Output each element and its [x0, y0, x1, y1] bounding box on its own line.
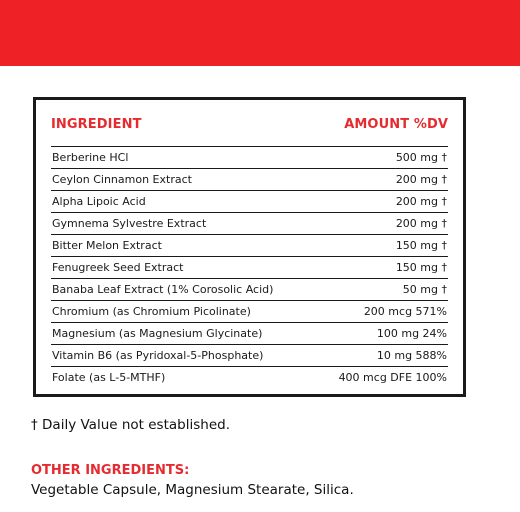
- ingredient-amount: 150 mg †: [395, 239, 447, 252]
- ingredient-name: Ceylon Cinnamon Extract: [52, 173, 192, 186]
- ingredient-amount: 200 mg †: [395, 195, 447, 208]
- table-row: [51, 301, 448, 323]
- ingredient-name: Magnesium (as Magnesium Glycinate): [52, 327, 263, 340]
- table-row: [51, 367, 448, 388]
- table-row: [51, 213, 448, 235]
- ingredient-amount: 100 mg 24%: [376, 327, 447, 340]
- table-row: [51, 191, 448, 213]
- ingredient-name: Alpha Lipoic Acid: [52, 195, 146, 208]
- ingredient-amount: 500 mg †: [395, 151, 447, 164]
- table-row: [51, 235, 448, 257]
- ingredient-name: Fenugreek Seed Extract: [52, 261, 184, 274]
- ingredient-name: Banaba Leaf Extract (1% Corosolic Acid): [52, 283, 274, 296]
- ingredient-name: Folate (as L-5-MTHF): [52, 371, 166, 384]
- facts-rows: [51, 146, 448, 388]
- table-row: [51, 323, 448, 345]
- table-row: [51, 279, 448, 301]
- ingredient-amount: 50 mg †: [402, 283, 447, 296]
- facts-header: [51, 117, 448, 132]
- table-row: [51, 257, 448, 279]
- ingredient-name: Bitter Melon Extract: [52, 239, 162, 252]
- supplement-facts-table: [33, 97, 466, 397]
- ingredient-amount: 200 mg †: [395, 217, 447, 230]
- ingredient-amount: 150 mg †: [395, 261, 447, 274]
- other-ingredients-text: Vegetable Capsule, Magnesium Stearate, Silica.: [31, 482, 354, 498]
- other-ingredients-heading: OTHER INGREDIENTS:: [31, 463, 190, 478]
- table-row: [51, 169, 448, 191]
- amount-column-header: AMOUNT %DV: [344, 117, 448, 132]
- table-row: [51, 147, 448, 169]
- table-row: [51, 345, 448, 367]
- top-banner: [0, 0, 520, 66]
- ingredient-amount: 200 mg †: [395, 173, 447, 186]
- daily-value-footnote: † Daily Value not established.: [31, 417, 230, 433]
- ingredient-name: Chromium (as Chromium Picolinate): [52, 305, 251, 318]
- ingredient-name: Vitamin B6 (as Pyridoxal-5-Phosphate): [52, 349, 264, 362]
- ingredient-name: Gymnema Sylvestre Extract: [52, 217, 207, 230]
- ingredient-amount: 10 mg 588%: [376, 349, 447, 362]
- ingredient-column-header: INGREDIENT: [51, 117, 142, 132]
- ingredient-amount: 200 mcg 571%: [363, 305, 447, 318]
- ingredient-amount: 400 mcg DFE 100%: [338, 371, 447, 384]
- ingredient-name: Berberine HCl: [52, 151, 129, 164]
